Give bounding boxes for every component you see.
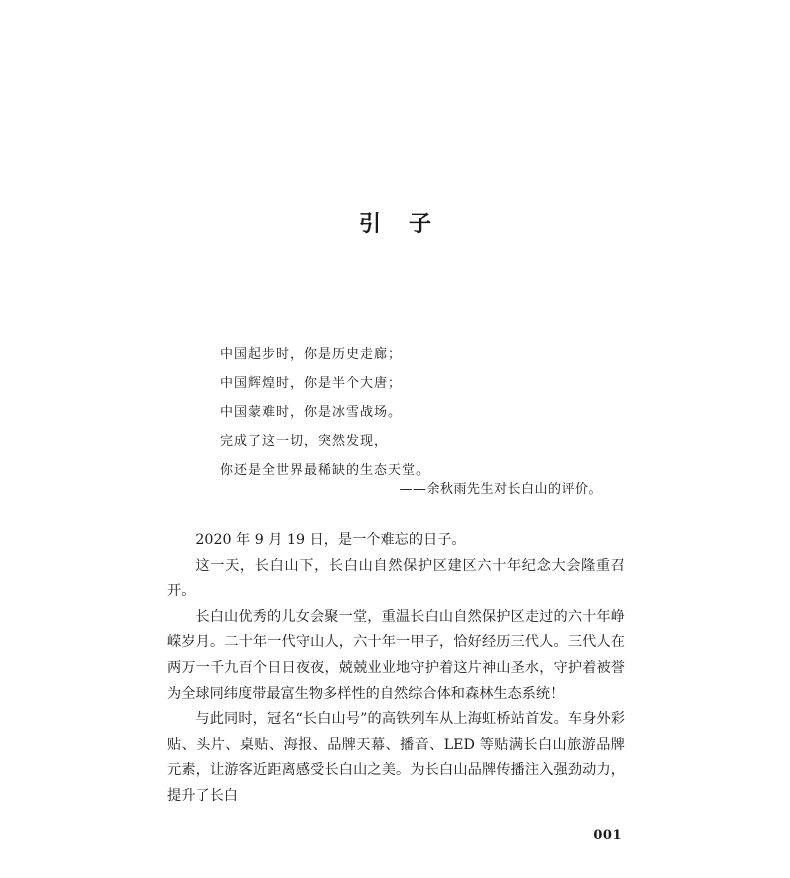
page-number: 001 — [593, 828, 622, 843]
paragraph: 与此同时，冠名“长白山号”的高铁列车从上海虹桥站首发。车身外彩贴、头片、桌贴、海报、品牌天幕、播音、LED 等贴满长白山旅游品牌元素，让游客近距离感受长白山之美。为长白山品牌传播注入强劲动力，提升了长白 — [167, 711, 625, 804]
poem-attribution: ——余秋雨先生对长白山的评价。 — [399, 482, 602, 497]
paragraph: 长白山优秀的儿女会聚一堂，重温长白山自然保护区走过的六十年峥嵘岁月。二十年一代守山人，六十年一甲子，恰好经历三代人。三代人在两万一千九百个日日夜夜，兢兢业业地守护着这片神山圣水，守护着被誉为全球同纬度带最富生物多样性的自然综合体和森林生态系统！ — [167, 608, 625, 702]
paragraph: 2020 年 9 月 19 日，是一个难忘的日子。 — [195, 532, 466, 548]
poem-line: 中国起步时，你是历史走廊； — [220, 347, 403, 362]
chapter-title: 引子 — [358, 211, 459, 237]
poem-line: 中国辉煌时，你是半个大唐； — [220, 376, 403, 391]
poem-line: 中国蒙难时，你是冰雪战场。 — [220, 405, 403, 420]
poem-line: 完成了这一切，突然发现， — [220, 434, 389, 449]
paragraph: 这一天，长白山下，长白山自然保护区建区六十年纪念大会隆重召开。 — [167, 557, 625, 600]
body-text — [167, 528, 625, 810]
poem-line: 你还是全世界最稀缺的生态天堂。 — [220, 463, 431, 478]
epigraph-poem — [220, 340, 620, 501]
